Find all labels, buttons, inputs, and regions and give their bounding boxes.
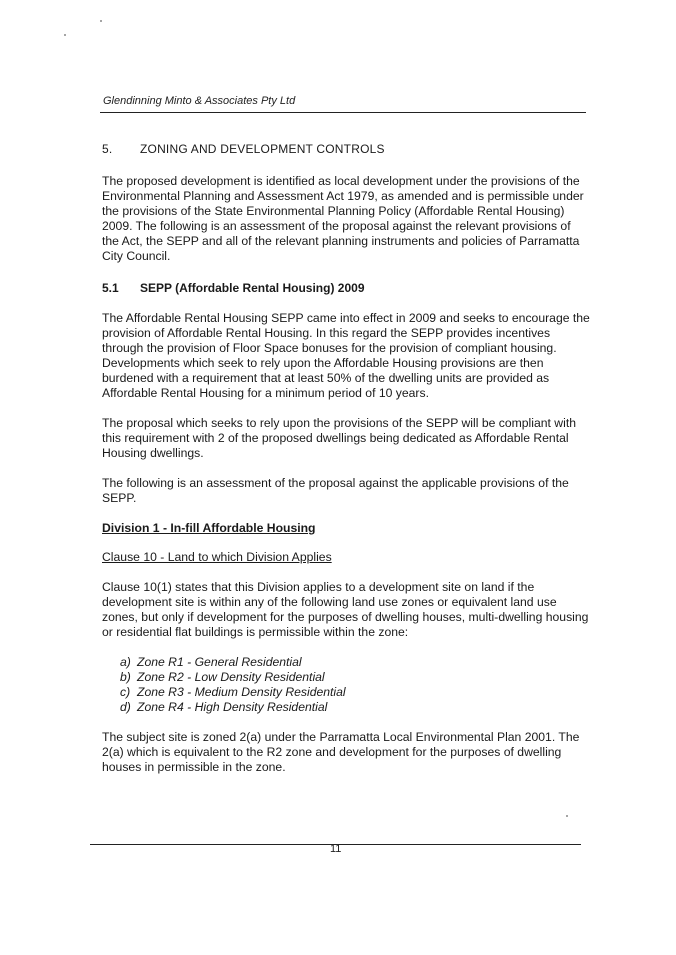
zone-list [120, 655, 590, 715]
list-item [120, 655, 590, 670]
section-5-1-paragraph-1: The Affordable Rental Housing SEPP came into effect in 2009 and seeks to encourage the provision of Affordable Rental Housing. In this regard the SEPP provides incentives through the provision of Floor Space bonuses for the provision of compliant housing. Developments which seek to rely upon the Affordable Housing provisions are then burdened with a requirement that at least 50% of the dwelling units are provided as Affordable Rental Housing for a minimum period of 10 years. [102, 311, 590, 400]
list-item-text: Zone R2 - Low Density Residential [137, 670, 325, 684]
list-item [120, 685, 590, 700]
list-item-text: Zone R1 - General Residential [137, 655, 302, 669]
list-item [120, 670, 590, 685]
page-header: Glendinning Minto & Associates Pty Ltd [103, 95, 296, 107]
clause-10-heading: Clause 10 - Land to which Division Applies [102, 550, 332, 564]
section-5-1-paragraph-2: The proposal which seeks to rely upon the provisions of the SEPP will be compliant with this requirement with 2 of the proposed dwellings being dedicated as Affordable Rental Housing dwellings. [102, 416, 576, 460]
page-content [102, 142, 590, 790]
list-item-text: Zone R4 - High Density Residential [137, 700, 328, 714]
list-item-letter: d) [120, 700, 131, 714]
scan-speck [64, 34, 66, 36]
section-5-1-paragraph-3: The following is an assessment of the proposal against the applicable provisions of the SEPP. [102, 476, 569, 505]
section-number: 5. [102, 142, 113, 156]
scan-speck [100, 20, 102, 22]
header-rule [100, 112, 586, 113]
section-5-1-heading [102, 281, 590, 296]
closing-paragraph: The subject site is zoned 2(a) under the Parramatta Local Environmental Plan 2001. The 2(a) which is equivalent to the R2 zone and development for the purposes of dwelling houses in permissible in the zone. [102, 730, 580, 774]
list-item-letter: b) [120, 670, 131, 684]
section-5-heading [102, 142, 590, 157]
list-item-letter: a) [120, 655, 131, 669]
scan-speck [566, 815, 568, 817]
subsection-title: SEPP (Affordable Rental Housing) 2009 [140, 281, 365, 295]
page-number: 11 [330, 843, 342, 855]
list-item-text: Zone R3 - Medium Density Residential [137, 685, 346, 699]
section-title: ZONING AND DEVELOPMENT CONTROLS [140, 142, 385, 156]
section-5-paragraph: The proposed development is identified as local development under the provisions of the Environmental Planning and Assessment Act 1979, as amended and is permissible under the provisions of the State Environmental Planning Policy (Affordable Rental Housing) 2009. The following is an assessment of the proposal against the relevant provisions of the Act, the SEPP and all of the relevant planning instruments and policies of Parramatta City Council. [102, 174, 584, 263]
list-item [120, 700, 590, 715]
division-1-heading: Division 1 - In-fill Affordable Housing [102, 521, 316, 535]
list-item-letter: c) [120, 685, 131, 699]
subsection-number: 5.1 [102, 281, 119, 295]
clause-10-paragraph: Clause 10(1) states that this Division applies to a development site on land if the development site is within any of the following land use zones or equivalent land use zones, but only if development for the purposes of dwelling houses, multi-dwelling housing or residential flat buildings is permissible within the zone: [102, 580, 589, 639]
